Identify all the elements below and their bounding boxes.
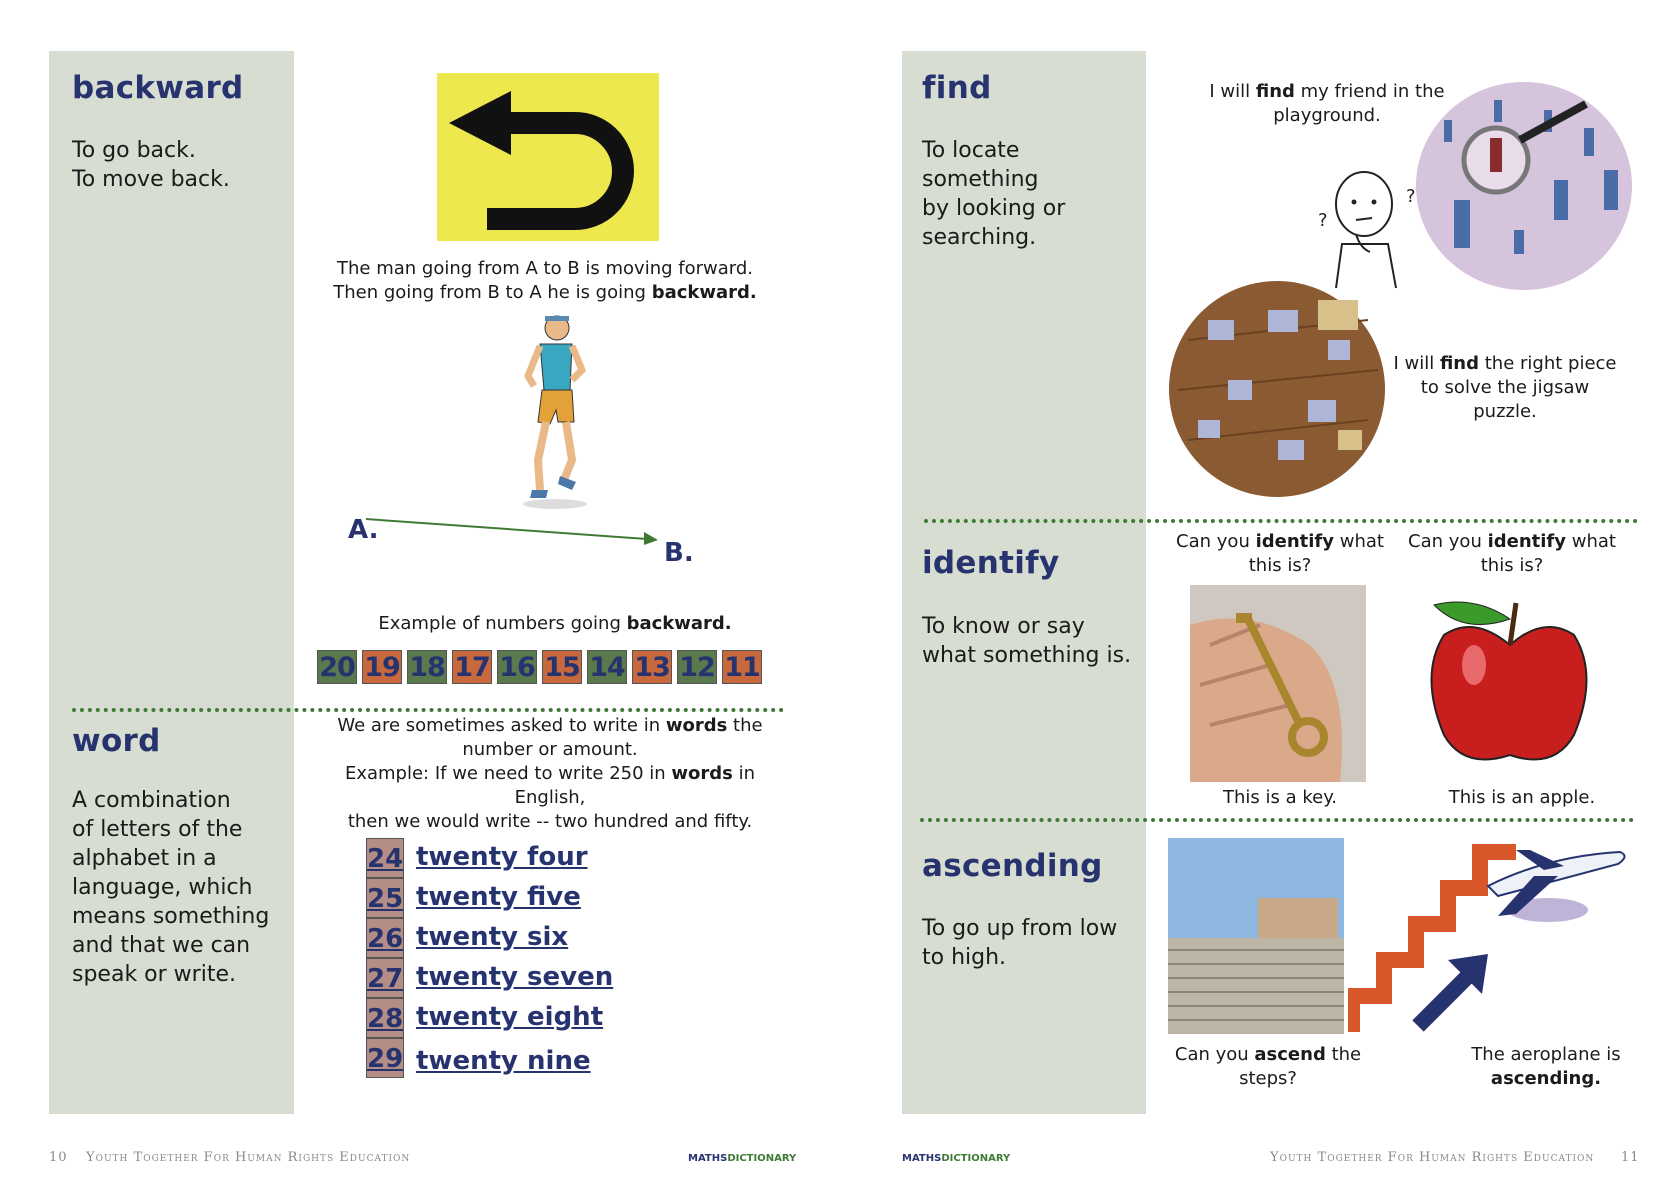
number-box: 17	[452, 650, 492, 684]
answer-key: This is a key.	[1222, 787, 1338, 808]
list-item: 26 twenty six	[366, 918, 606, 956]
point-b-label: B.	[664, 538, 694, 568]
number-box: 18	[407, 650, 447, 684]
ascend-steps-caption: Can you ascend the steps?	[1174, 1044, 1362, 1089]
aeroplane-caption: The aeroplane is ascending.	[1471, 1044, 1621, 1089]
answer-apple: This is an apple.	[1448, 787, 1596, 808]
publisher-right: Youth Together For Human Rights Education	[1270, 1150, 1595, 1165]
steps-photo	[1168, 838, 1344, 1034]
divider-right-1	[924, 519, 1638, 523]
u-turn-arrow-icon	[437, 73, 659, 241]
find-example-1: I will find my friend in the playground.	[1209, 81, 1445, 126]
backward-caption: The man going from A to B is moving forward. Then going from B to A he is going backward.	[333, 258, 757, 303]
number-box: 14	[587, 650, 627, 684]
svg-text:?: ?	[1406, 186, 1416, 207]
running-man-illustration	[510, 310, 600, 510]
number-box: 20	[317, 650, 357, 684]
backward-number-sequence	[317, 650, 762, 684]
page-number-right: 11	[1621, 1150, 1640, 1165]
definition-backward: To go back. To move back.	[72, 138, 230, 192]
word-explanation: We are sometimes asked to write in words the number or amount. Example: If we need to write 250 in words in English, then we would write -- two hundred and fifty.	[337, 715, 763, 832]
list-item: 24 twenty four	[366, 838, 606, 876]
publisher-left: Youth Together For Human Rights Education	[86, 1150, 411, 1165]
identify-question-key: Can you identify what this is?	[1176, 531, 1384, 576]
divider-left	[72, 708, 784, 712]
term-identify: identify	[922, 545, 1060, 581]
definition-word: A combination of letters of the alphabet in a language, which means something and that we can speak or write.	[72, 788, 270, 987]
number-box: 12	[677, 650, 717, 684]
magnifier-crowd-illustration	[1414, 80, 1634, 292]
identify-question-apple: Can you identify what this is?	[1408, 531, 1616, 576]
numbers-backward-caption: Example of numbers going backward.	[378, 613, 732, 634]
term-backward: backward	[72, 70, 244, 106]
key-in-hand-photo	[1190, 585, 1366, 782]
definition-identify: To know or say what something is.	[922, 614, 1132, 668]
find-example-2: I will find the right piece to solve the jigsaw puzzle.	[1393, 353, 1617, 422]
list-item: 29 twenty nine	[366, 1038, 606, 1076]
brand-left: MATHSDICTIONARY	[688, 1153, 797, 1164]
apple-illustration	[1424, 595, 1594, 770]
definition-ascending: To go up from low to high.	[922, 916, 1118, 970]
term-find: find	[922, 70, 992, 106]
brand-right: MATHSDICTIONARY	[902, 1153, 1011, 1164]
number-box: 16	[497, 650, 537, 684]
number-box: 15	[542, 650, 582, 684]
a-to-b-arrow	[362, 515, 662, 545]
divider-right-2	[920, 818, 1634, 822]
jigsaw-puzzle-illustration	[1168, 280, 1386, 498]
number-box: 11	[722, 650, 762, 684]
term-ascending: ascending	[922, 848, 1103, 884]
ascending-stairs-plane-illustration	[1348, 836, 1646, 1036]
list-item: 25 twenty five	[366, 878, 606, 916]
term-word: word	[72, 723, 161, 759]
definition-find: To locate something by looking or searching.	[922, 138, 1066, 250]
list-item: 27 twenty seven	[366, 958, 606, 996]
point-a-label: A.	[348, 515, 379, 545]
list-item: 28 twenty eight	[366, 998, 606, 1036]
number-box: 19	[362, 650, 402, 684]
page-number-left: 10	[49, 1150, 68, 1165]
svg-text:?: ?	[1318, 210, 1328, 231]
number-box: 13	[632, 650, 672, 684]
